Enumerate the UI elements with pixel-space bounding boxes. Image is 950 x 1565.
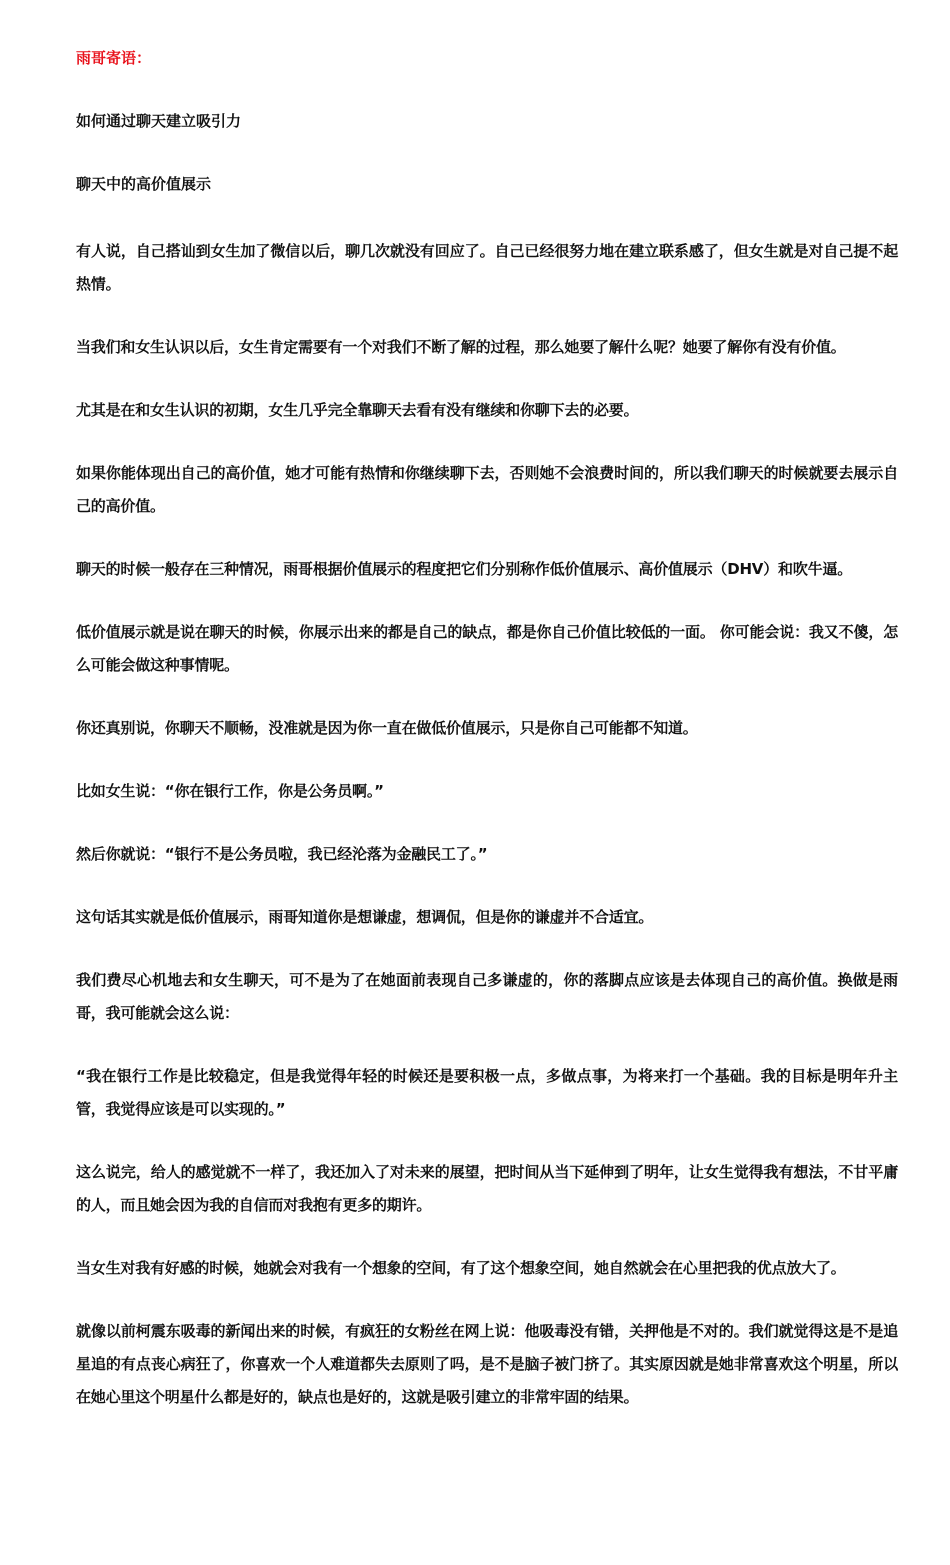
paragraph: 然后你就说：“银行不是公务员啦，我已经沦落为金融民工了。” <box>76 845 488 863</box>
article-body <box>76 46 898 1444</box>
editor-note-label: 雨哥寄语： <box>76 49 152 67</box>
paragraph: 有人说，自己搭讪到女生加了微信以后，聊几次就没有回应了。自己已经很努力地在建立联系感了，但女生就是对自己提不起热情。 <box>76 242 898 293</box>
paragraph: 你还真别说，你聊天不顺畅，没准就是因为你一直在做低价值展示，只是你自己可能都不知道。 <box>76 719 698 737</box>
paragraph: 如果你能体现出自己的高价值，她才可能有热情和你继续聊下去，否则她不会浪费时间的，所以我们聊天的时候就要去展示自己的高价值。 <box>76 464 898 515</box>
paragraph: 当女生对我有好感的时候，她就会对我有一个想象的空间，有了这个想象空间，她自然就会在心里把我的优点放大了。 <box>76 1259 846 1277</box>
paragraph: 当我们和女生认识以后，女生肯定需要有一个对我们不断了解的过程，那么她要了解什么呢？她要了解你有没有价值。 <box>76 338 846 356</box>
paragraph: 聊天的时候一般存在三种情况，雨哥根据价值展示的程度把它们分别称作低价值展示、高价值展示（DHV）和吹牛逼。 <box>76 560 853 578</box>
paragraph: 低价值展示就是说在聊天的时候，你展示出来的都是自己的缺点，都是你自己价值比较低的一面。 你可能会说：我又不傻，怎么可能会做这种事情呢。 <box>76 623 898 674</box>
section-subtitle: 聊天中的高价值展示 <box>76 175 212 193</box>
paragraph: 这句话其实就是低价值展示，雨哥知道你是想谦虚，想调侃，但是你的谦虚并不合适宜。 <box>76 908 654 926</box>
paragraph: 比如女生说：“你在银行工作，你是公务员啊。” <box>76 782 384 800</box>
paragraph: 我们费尽心机地去和女生聊天，可不是为了在她面前表现自己多谦虚的，你的落脚点应该是去体现自己的高价值。换做是雨哥，我可能就会这么说： <box>76 971 898 1022</box>
paragraph: 就像以前柯震东吸毒的新闻出来的时候，有疯狂的女粉丝在网上说：他吸毒没有错，关押他是不对的。我们就觉得这是不是追星追的有点丧心病狂了，你喜欢一个人难道都失去原则了吗，是不是脑子被门挤了。其实原因就是她非常喜欢这个明星，所以在她心里这个明星什么都是好的，缺点也是好的，这就是吸引建立的非常牢固的结果。 <box>76 1322 898 1406</box>
quoted-paragraph: “我在银行工作是比较稳定，但是我觉得年轻的时候还是要积极一点，多做点事，为将来打一个基础。我的目标是明年升主管，我觉得应该是可以实现的。” <box>76 1067 898 1118</box>
paragraph: 这么说完，给人的感觉就不一样了，我还加入了对未来的展望，把时间从当下延伸到了明年，让女生觉得我有想法，不甘平庸的人，而且她会因为我的自信而对我抱有更多的期许。 <box>76 1163 898 1214</box>
article-title: 如何通过聊天建立吸引力 <box>76 112 242 130</box>
paragraph: 尤其是在和女生认识的初期，女生几乎完全靠聊天去看有没有继续和你聊下去的必要。 <box>76 401 639 419</box>
